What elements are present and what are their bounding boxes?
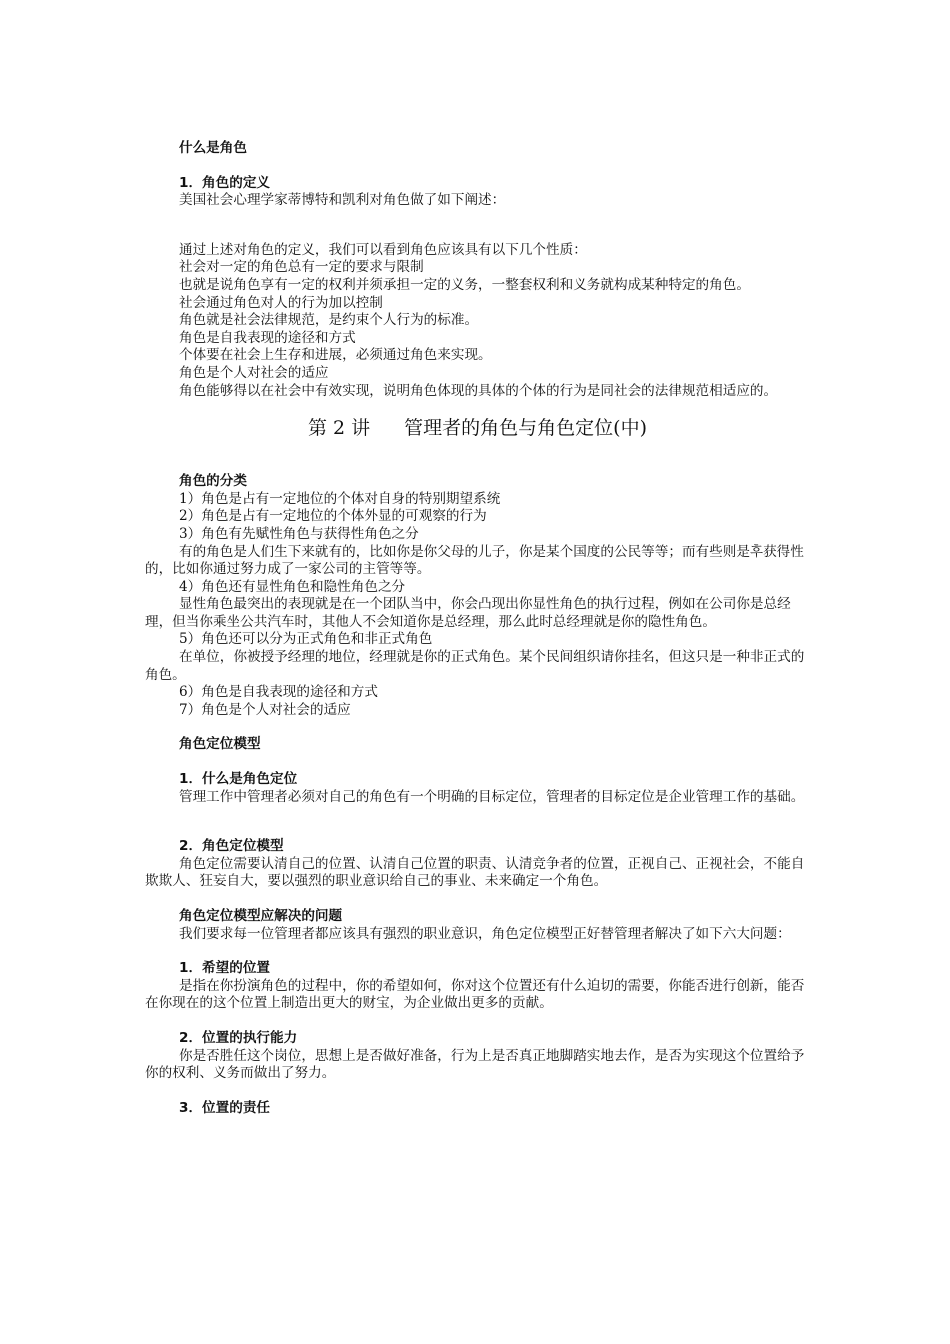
paragraph: 角色就是社会法律规范，是约束个人行为的标准。 bbox=[179, 312, 479, 329]
paragraph: 显性角色最突出的表现就是在一个团队当中，你会凸现出你显性角色的执行过程，例如在公司你是总经理，但当你乘坐公共汽车时，其他人不会知道你是总经理，那么此时总经理就是你的隐性角色。 bbox=[145, 596, 791, 630]
paragraph: 也就是说角色享有一定的权利并须承担一定的义务，一整套权利和义务就构成某种特定的角色。 bbox=[179, 276, 750, 293]
paragraph: 角色是个人对社会的适应 bbox=[179, 364, 329, 381]
list-item: 3）角色有先赋性角色与获得性角色之分 bbox=[179, 525, 419, 542]
list-item: 1）角色是占有一定地位的个体对自身的特别期望系统 bbox=[179, 490, 501, 507]
section-title-positioning-model: 角色定位模型 bbox=[179, 736, 261, 753]
paragraph: 我们要求每一位管理者都应该具有强烈的职业意识，角色定位模型正好替管理者解决了如下六大问题： bbox=[179, 925, 791, 942]
list-item: 6）角色是自我表现的途径和方式 bbox=[179, 684, 378, 701]
paragraph: 是指在你扮演角色的过程中，你的希望如何，你对这个位置还有什么迫切的需要，你能否进行创新，能否在你现在的这个位置上制造出更大的财宝，为企业做出更多的贡献。 bbox=[145, 977, 805, 1012]
document-page bbox=[145, 140, 810, 1117]
section-title-problems-solved: 角色定位模型应解决的问题 bbox=[179, 908, 343, 924]
subheading: 1．什么是角色定位 bbox=[179, 771, 298, 788]
paragraph: 通过上述对角色的定义，我们可以看到角色应该具有以下几个性质： bbox=[179, 241, 587, 258]
subheading: 2．角色定位模型 bbox=[179, 838, 284, 855]
list-item: 2）角色是占有一定地位的个体外显的可观察的行为 bbox=[179, 508, 487, 525]
subheading: 2．位置的执行能力 bbox=[179, 1029, 298, 1046]
list-item: 7）角色是个人对社会的适应 bbox=[179, 701, 351, 718]
paragraph: 社会对一定的角色总有一定的要求与限制 bbox=[179, 259, 424, 276]
paragraph: 个体要在社会上生存和进展，必须通过角色来实现。 bbox=[179, 347, 492, 364]
lecture-heading bbox=[145, 416, 810, 440]
list-item: 5）角色还可以分为正式角色和非正式角色 bbox=[179, 631, 433, 648]
subheading-role-definition: 1．角色的定义 bbox=[179, 174, 271, 191]
paragraph: 角色是自我表现的途径和方式 bbox=[179, 329, 356, 346]
subheading: 3．位置的责任 bbox=[179, 1099, 271, 1116]
list-item: 4）角色还有显性角色和隐性角色之分 bbox=[179, 578, 406, 595]
subheading: 1．希望的位置 bbox=[179, 960, 271, 977]
section-title-what-is-role: 什么是角色 bbox=[179, 140, 247, 156]
paragraph: 角色能够得以在社会中有效实现，说明角色体现的具体的个体的行为是同社会的法律规范相适应的。 bbox=[179, 382, 778, 399]
lecture-title: 管理者的角色与角色定位(中) bbox=[404, 417, 647, 440]
paragraph: 在单位，你被授予经理的地位，经理就是你的正式角色。某个民间组织请你挂名，但这只是一种非正式的角色。 bbox=[145, 649, 805, 683]
paragraph: 社会通过角色对人的行为加以控制 bbox=[179, 294, 383, 311]
paragraph: 你是否胜任这个岗位，思想上是否做好准备，行为上是否真正地脚踏实地去作，是否为实现这个位置给予你的权利、义务而做出了努力。 bbox=[145, 1047, 805, 1082]
paragraph: 有的角色是人们生下来就有的，比如你是你父母的儿子，你是某个国度的公民等等；而有些则是후获得性的，比如你通过努力成了一家公司的主管等等。 bbox=[145, 543, 804, 578]
paragraph: 美国社会心理学家蒂博特和凯利对角色做了如下阐述： bbox=[179, 192, 506, 209]
lecture-number: 第 2 讲 bbox=[308, 417, 371, 440]
paragraph: 管理工作中管理者必须对自己的角色有一个明确的目标定位，管理者的目标定位是企业管理工作的基础。 bbox=[179, 788, 805, 805]
paragraph: 角色定位需要认清自己的位置、认清自己位置的职责、认清竞争者的位置，正视自己、正视社会，不能自欺欺人、狂妄自大，要以强烈的职业意识给自己的事业、未来确定一个角色。 bbox=[145, 855, 805, 890]
section-title-role-classification: 角色的分类 bbox=[179, 473, 247, 490]
